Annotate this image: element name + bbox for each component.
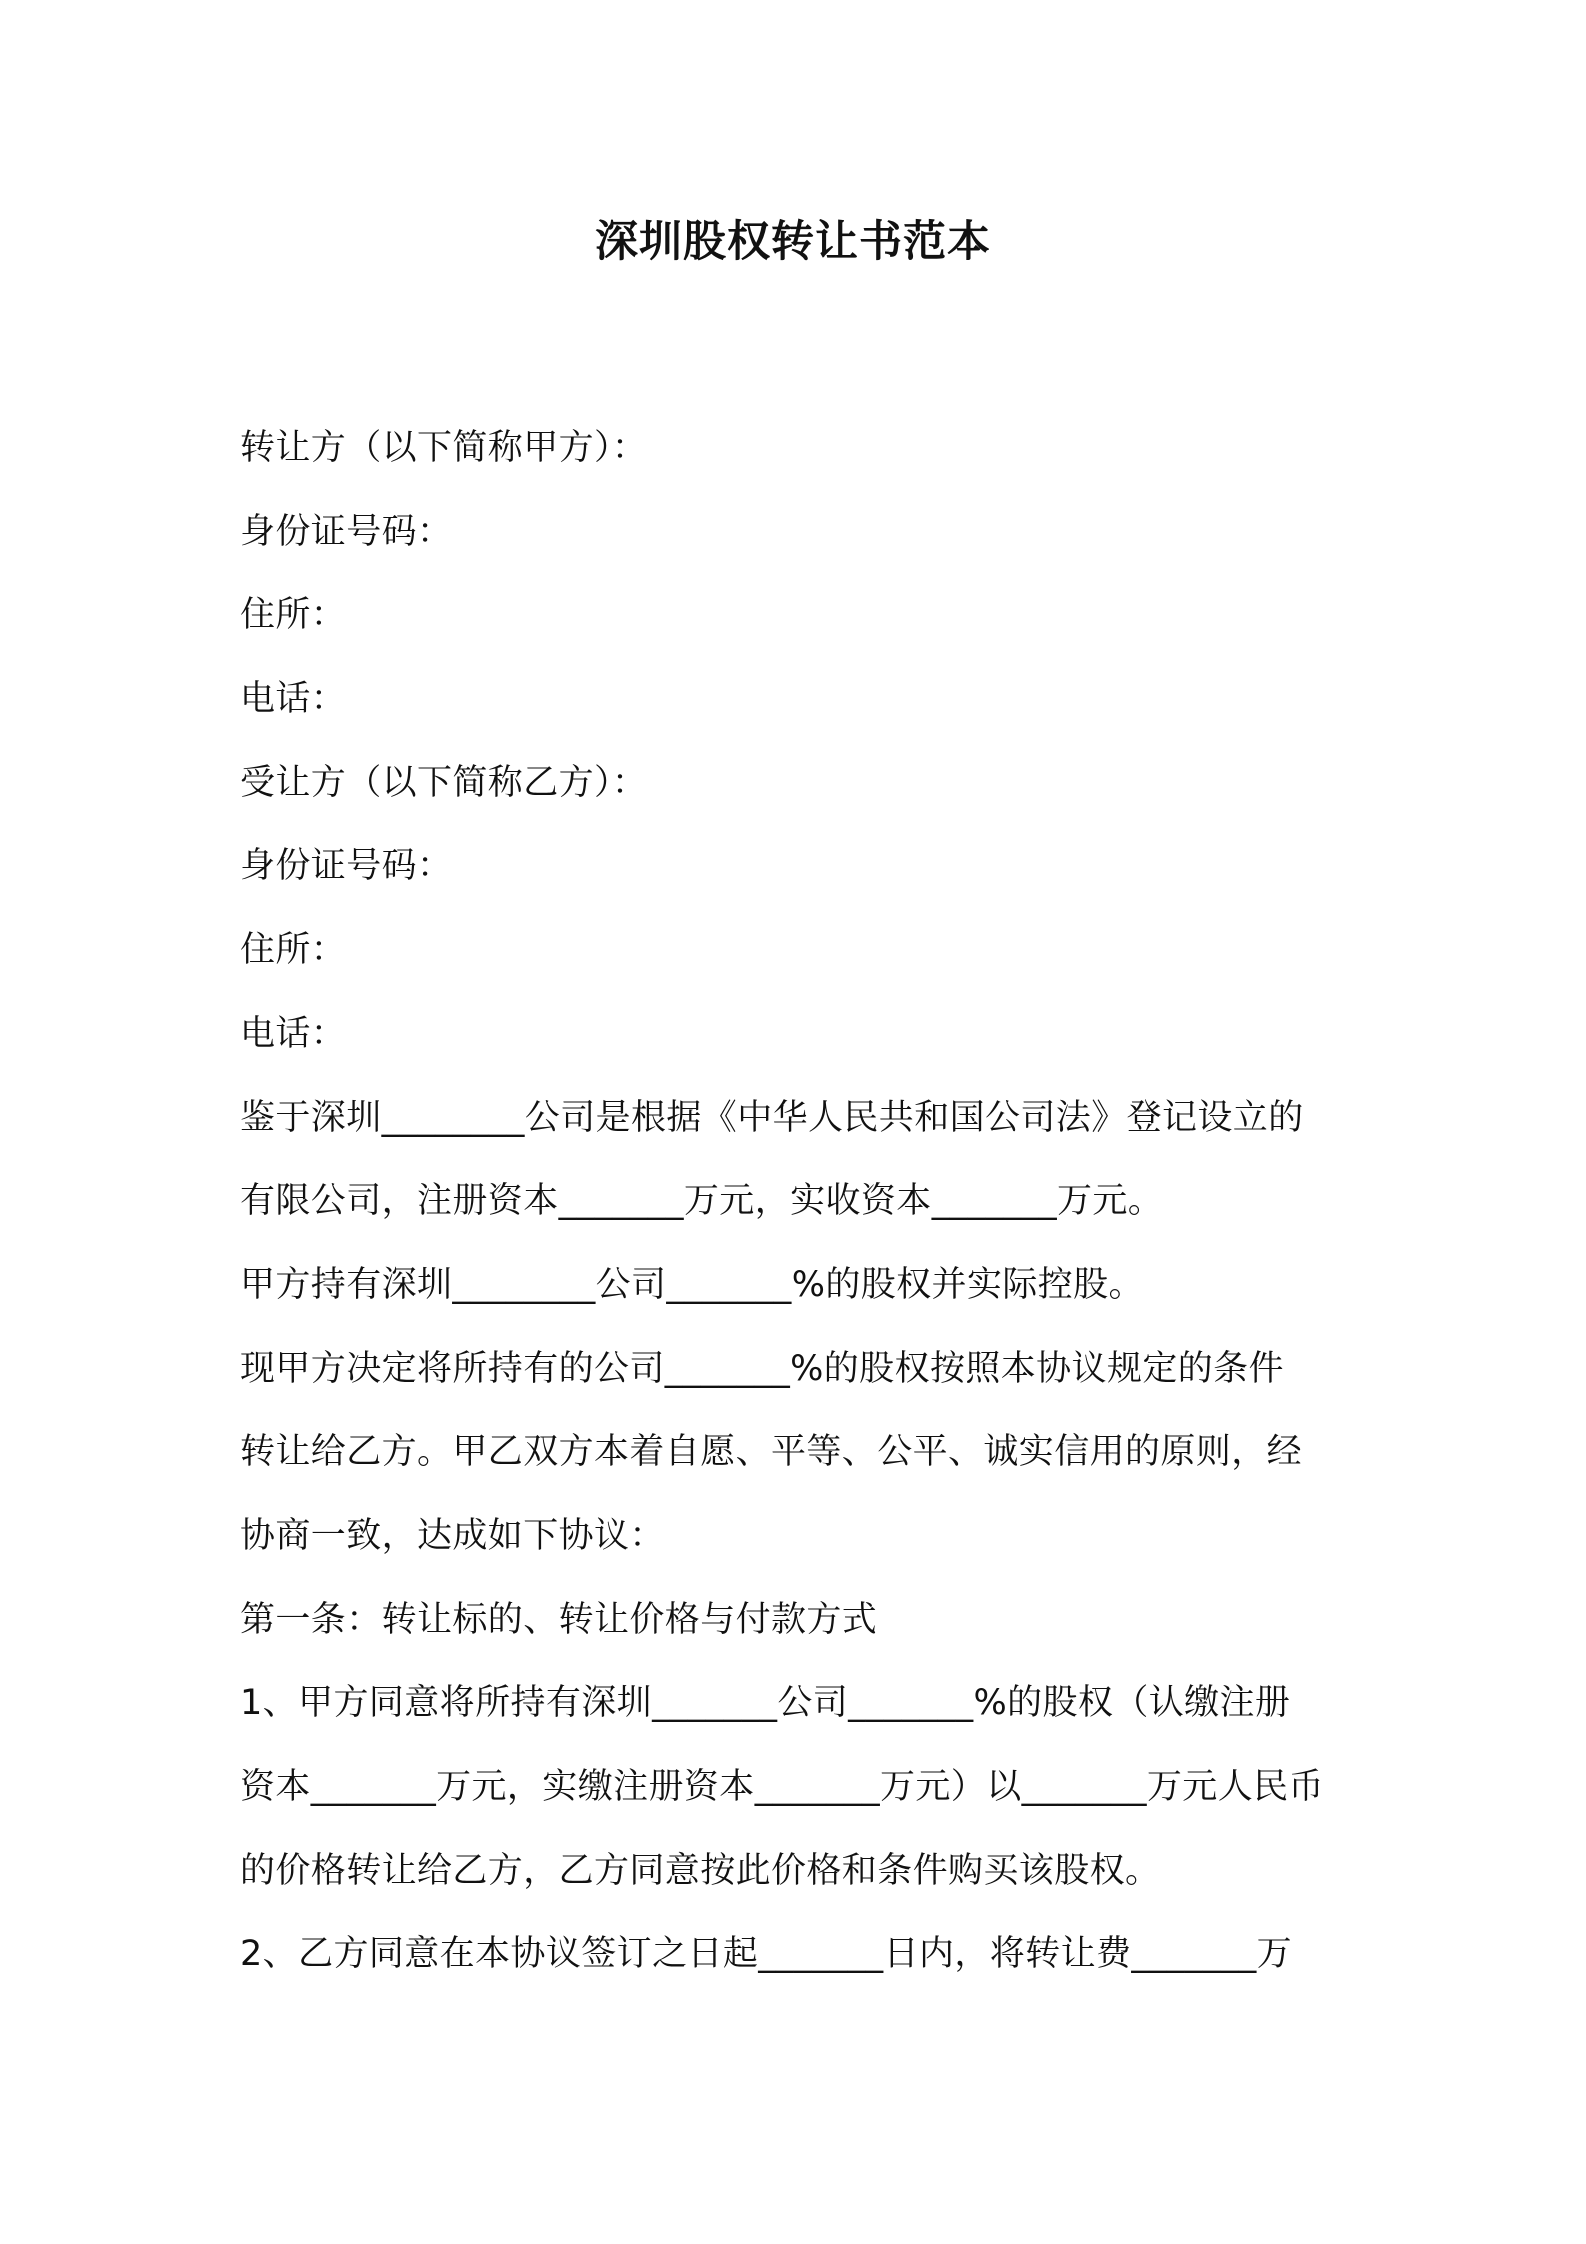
transferor-phone: 电话： <box>240 679 347 720</box>
document-title: 深圳股权转让书范本 <box>595 217 991 267</box>
clause-line: 的价格转让给乙方，乙方同意按此价格和条件购买该股权。 <box>240 1850 1161 1891</box>
transferee-label: 受让方（以下简称乙方）： <box>240 762 648 803</box>
paragraph-line: 协商一致，达成如下协议： <box>240 1515 665 1556</box>
document-body <box>240 407 1360 1997</box>
clause-line: 1、甲方同意将所持有深圳_______公司_______%的股权（认缴注册 <box>240 1683 1291 1724</box>
paragraph-line: 甲方持有深圳________公司_______%的股权并实际控股。 <box>240 1264 1144 1305</box>
paragraph-line: 现甲方决定将所持有的公司_______%的股权按照本协议规定的条件 <box>240 1348 1284 1389</box>
transferee-address: 住所： <box>240 930 347 971</box>
transferee-id-number: 身份证号码： <box>240 846 453 887</box>
paragraph-line: 有限公司，注册资本_______万元，实收资本_______万元。 <box>240 1181 1164 1222</box>
transferor-label: 转让方（以下简称甲方）： <box>240 428 648 468</box>
transferor-address: 住所： <box>240 595 347 636</box>
paragraph-line: 转让给乙方。甲乙双方本着自愿、平等、公平、诚实信用的原则，经 <box>240 1432 1303 1473</box>
transferee-phone: 电话： <box>240 1013 347 1054</box>
clause-line: 2、乙方同意在本协议签订之日起_______日内，将转让费_______万 <box>240 1934 1293 1975</box>
article-heading: 第一条：转让标的、转让价格与付款方式 <box>240 1599 878 1640</box>
paragraph-line: 鉴于深圳________公司是根据《中华人民共和国公司法》登记设立的 <box>240 1097 1304 1138</box>
transferor-id-number: 身份证号码： <box>240 511 453 552</box>
clause-line: 资本_______万元，实缴注册资本_______万元）以_______万元人民币 <box>240 1767 1324 1807</box>
